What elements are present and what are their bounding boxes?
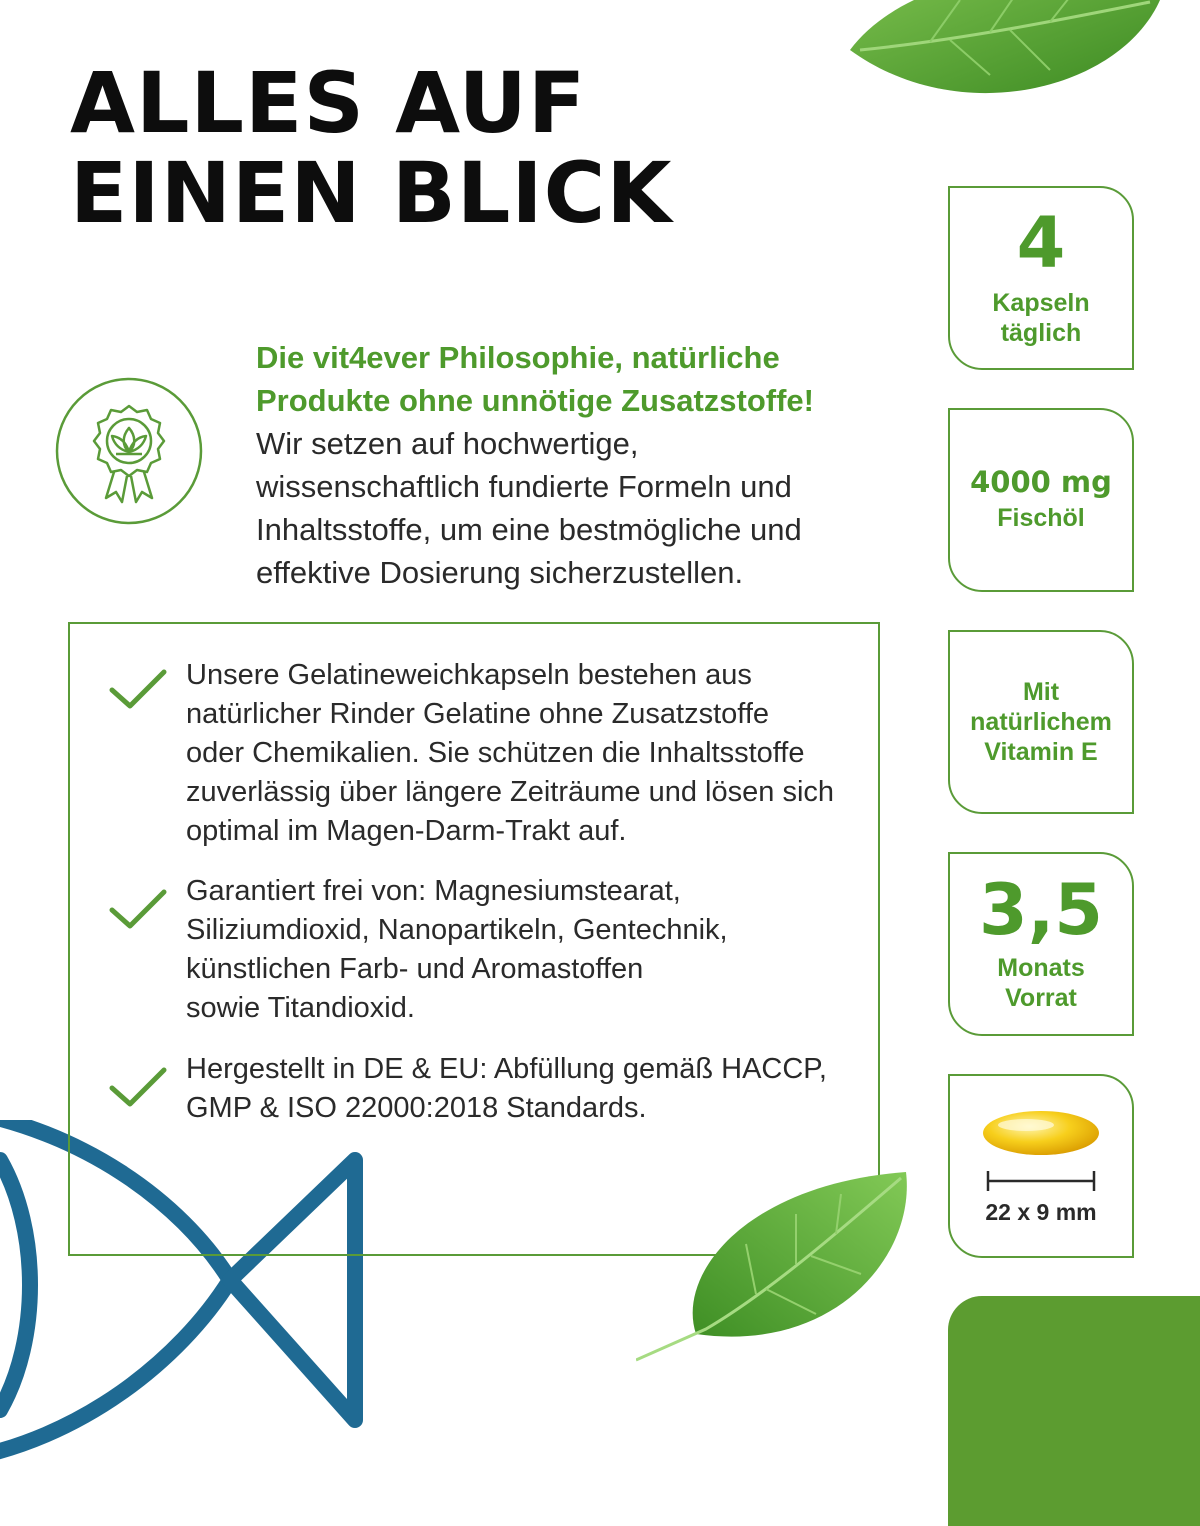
intro-body-line: wissenschaftlich fundierte Formeln und [256,469,792,504]
feature-line: Unsere Gelatineweichkapseln bestehen aus [186,659,752,691]
feature-line: oder Chemikalien. Sie schützen die Inhaltsstoffe [186,737,805,769]
feature-line: Garantiert frei von: Magnesiumstearat, [186,875,681,907]
card-capsule-size [948,1074,1134,1258]
green-accent-block [948,1296,1200,1526]
card-capsules-daily [948,186,1134,370]
feature-line: zuverlässig über längere Zeiträume und lösen sich [186,776,835,808]
vitamin-line-1: Mit [1022,678,1060,706]
softgel-capsule-icon [966,1105,1116,1197]
feature-line: künstlichen Farb- und Aromastoffen [186,953,644,985]
supply-label-1: Monats [997,954,1085,982]
intro-highlight [256,336,916,422]
feature-item [108,872,868,1032]
capsules-label-1: Kapseln [992,289,1090,317]
checkmark-icon [108,1066,168,1110]
feature-line: GMP & ISO 22000:2018 Standards. [186,1092,647,1124]
intro-highlight-line: Produkte ohne unnötige Zusatzstoffe! [256,383,814,418]
fishoil-value: 4000 mg [970,464,1112,499]
vitamin-line-2: natürlichem [970,708,1112,736]
leaf-decoration-top [840,0,1170,120]
feature-text [186,872,728,1028]
intro-body-line: Inhaltsstoffe, um eine bestmögliche und [256,512,802,547]
quality-badge-lotus-icon [54,376,204,526]
page-title [70,54,830,242]
intro-text [256,336,916,594]
intro-body-line: effektive Dosierung sicherzustellen. [256,555,744,590]
supply-value: 3,5 [978,869,1103,951]
title-line-1: ALLES AUF [70,54,587,152]
intro-highlight-line: Die vit4ever Philosophie, natürliche [256,340,780,375]
vitamin-line-3: Vitamin E [984,738,1098,766]
card-vitamin-e [948,630,1134,814]
feature-line: natürlicher Rinder Gelatine ohne Zusatzstoffe [186,698,770,730]
feature-text [186,656,834,851]
capsules-value: 4 [1016,202,1066,284]
intro-body-line: Wir setzen auf hochwertige, [256,426,639,461]
checkmark-icon [108,888,168,932]
capsules-label-2: täglich [1000,319,1082,347]
feature-line: Siliziumdioxid, Nanopartikeln, Gentechnik, [186,914,728,946]
feature-text [186,1050,827,1128]
intro-body [256,422,916,594]
checkmark-icon [108,668,168,712]
feature-line: Hergestellt in DE & EU: Abfüllung gemäß HACCP, [186,1053,827,1085]
feature-item [108,656,868,856]
card-supply [948,852,1134,1036]
leaf-decoration-middle [636,1164,926,1364]
fishoil-label: Fischöl [997,503,1085,532]
title-line-2: EINEN BLICK [70,144,673,242]
feature-line: optimal im Magen-Darm-Trakt auf. [186,815,627,847]
supply-label-2: Vorrat [1005,984,1077,1012]
feature-line: sowie Titandioxid. [186,992,415,1024]
feature-item [108,1050,868,1140]
capsule-size-label: 22 x 9 mm [985,1199,1097,1225]
card-fish-oil [948,408,1134,592]
